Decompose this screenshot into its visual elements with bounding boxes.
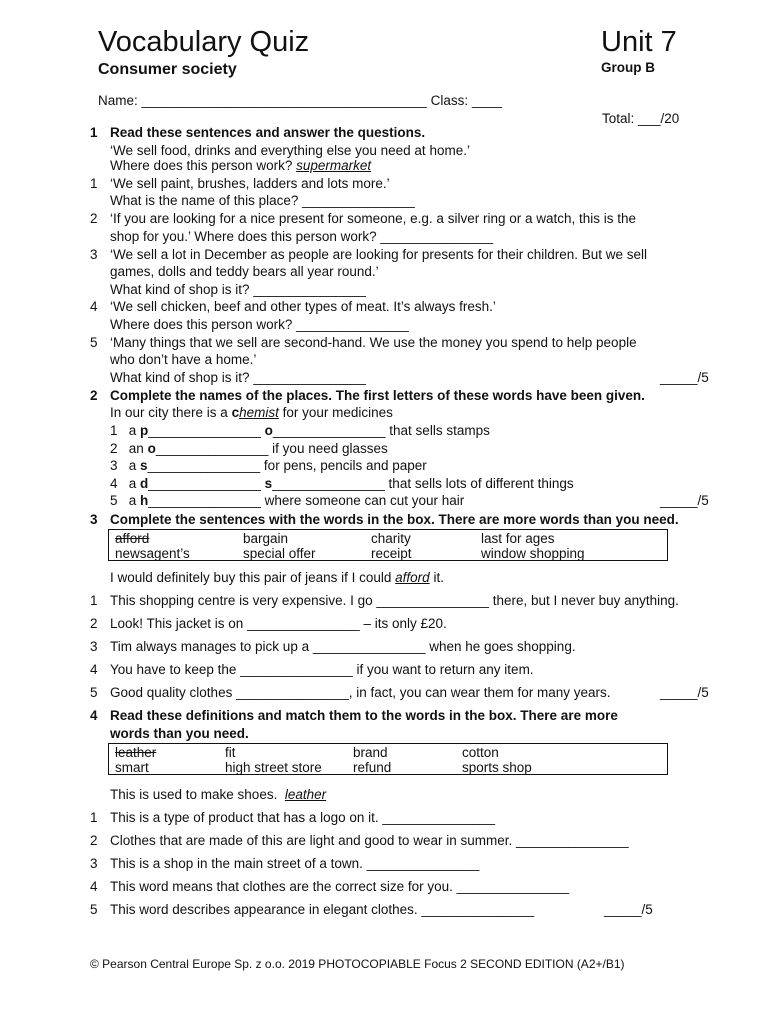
item-number: 4 (90, 879, 98, 894)
list-item (110, 475, 574, 493)
item-line: ‘Many things that we sell are second-hand. We use the money you spend to help people (110, 335, 637, 350)
item-text: _______________ that sells lots of different things (272, 476, 574, 491)
footer-copyright: © Pearson Central Europe Sp. z o.o. 2019 PHOTOCOPIABLE Focus 2 SECOND EDITION (A2+/B1) (90, 957, 625, 971)
item-number: 4 (90, 662, 98, 677)
given-letter: s (264, 476, 273, 491)
word-box-item: charity (371, 531, 411, 546)
item-line: Good quality clothes _______________, in fact, you can wear them for many years. (110, 685, 611, 700)
item-number: 5 (90, 335, 98, 350)
list-item (110, 440, 388, 458)
example-answer: afford (395, 570, 430, 585)
list-item (110, 422, 490, 440)
item-line: What kind of shop is it? _______________ (110, 370, 366, 385)
word-box-item: brand (353, 745, 388, 760)
item-text: a (128, 423, 141, 438)
name-class-line: Name: ______________________________________ Class: ____ (98, 93, 502, 108)
item-number: 2 (90, 211, 98, 226)
word-box (108, 529, 668, 561)
subtitle: Consumer society (98, 61, 237, 78)
section-instruction: Read these sentences and answer the questions. (110, 125, 426, 140)
group-label: Group B (601, 60, 655, 75)
item-number: 1 (90, 176, 98, 191)
item-number: 4 (90, 299, 98, 314)
example-line (110, 569, 444, 587)
item-line: What is the name of this place? _______________ (110, 193, 415, 208)
section-instruction: Complete the names of the places. The first letters of these words have been given. (110, 388, 645, 403)
total-score: Total: ___/20 (602, 111, 680, 126)
section-instruction: Read these definitions and match them to the words in the box. There are more (110, 708, 618, 723)
item-line: who don’t have a home.’ (110, 352, 257, 367)
item-line: This word means that clothes are the correct size for you. _______________ (110, 879, 570, 894)
item-line: Clothes that are made of this are light and good to wear in summer. _______________ (110, 833, 629, 848)
item-line: ‘If you are looking for a nice present for someone, e.g. a silver ring or a watch, this is the (110, 211, 637, 226)
word-box-item: afford (115, 531, 150, 546)
given-letter: c (231, 405, 240, 420)
item-line: ‘We sell a lot in December as people are looking for presents for their children. But we sell (110, 247, 648, 262)
example-line: ‘We sell food, drinks and everything else you need at home.’ (110, 143, 470, 158)
given-letter: s (140, 458, 148, 473)
given-letter: d (140, 476, 149, 491)
item-line: shop for you.’ Where does this person work? _______________ (110, 229, 494, 244)
word-box-item: window shopping (481, 546, 585, 561)
example-answer: leather (284, 787, 327, 802)
item-line: What kind of shop is it? _______________ (110, 282, 366, 297)
item-text: _______________ (148, 476, 265, 491)
item-text: _______________ for pens, pencils and paper (147, 458, 427, 473)
section-number: 3 (90, 512, 98, 527)
example-text: This is used to make shoes. (110, 787, 278, 802)
item-line: This is a shop in the main street of a town. _______________ (110, 856, 480, 871)
section-number: 1 (90, 125, 98, 140)
item-number: 2 (110, 441, 118, 456)
item-text: _______________ where someone can cut your hair (148, 493, 465, 508)
word-box-item: sports shop (462, 760, 532, 775)
item-line: You have to keep the _______________ if you want to return any item. (110, 662, 534, 677)
item-text: _______________ (148, 423, 265, 438)
item-number: 2 (90, 616, 98, 631)
word-box-item: bargain (243, 531, 289, 546)
item-line: Tim always manages to pick up a _______________ when he goes shopping. (110, 639, 576, 654)
given-letter: o (147, 441, 156, 456)
example-answer: hemist (239, 405, 279, 420)
word-box-item: cotton (462, 745, 499, 760)
item-line: ‘We sell paint, brushes, ladders and lots more.’ (110, 176, 390, 191)
section-score: _____/5 (604, 902, 653, 917)
item-text: a (128, 476, 141, 491)
item-number: 5 (90, 685, 98, 700)
word-box-item: refund (353, 760, 392, 775)
item-line: games, dolls and teddy bears all year round.’ (110, 264, 379, 279)
word-box-item: last for ages (481, 531, 555, 546)
item-number: 3 (110, 458, 118, 473)
example-line (110, 786, 326, 804)
item-number: 2 (90, 833, 98, 848)
word-box-item: high street store (225, 760, 322, 775)
item-line: Look! This jacket is on _______________ – its only £20. (110, 616, 447, 631)
given-letter: h (140, 493, 149, 508)
given-letter: p (140, 423, 149, 438)
page-title: Vocabulary Quiz (98, 26, 310, 58)
item-line: ‘We sell chicken, beef and other types of meat. It’s always fresh.’ (110, 299, 496, 314)
section-instruction: Complete the sentences with the words in the box. There are more words than you need. (110, 512, 679, 527)
example-text: it. (429, 570, 444, 585)
word-box-item: fit (225, 745, 236, 760)
item-number: 5 (90, 902, 98, 917)
example-line (110, 404, 393, 422)
example-text: for your medicines (278, 405, 393, 420)
section-instruction: words than you need. (110, 726, 249, 741)
word-box (108, 743, 668, 775)
given-letter: o (264, 423, 273, 438)
example-text: Where does this person work? (110, 158, 297, 173)
example-answer: supermarket (296, 158, 372, 173)
item-number: 3 (90, 247, 98, 262)
item-number: 3 (90, 856, 98, 871)
item-line: This is a type of product that has a logo on it. _______________ (110, 810, 496, 825)
item-number: 4 (110, 476, 118, 491)
item-text: a (128, 458, 141, 473)
item-text: an (128, 441, 148, 456)
word-box-item: receipt (371, 546, 412, 561)
example-text: I would definitely buy this pair of jeans if I could (110, 570, 396, 585)
section-number: 2 (90, 388, 98, 403)
word-box-item: newsagent’s (115, 546, 190, 561)
item-line: This shopping centre is very expensive. I go _______________ there, but I never buy anything. (110, 593, 679, 608)
section-score: _____/5 (660, 685, 709, 700)
item-number: 3 (90, 639, 98, 654)
item-number: 5 (110, 493, 118, 508)
section-score: _____/5 (660, 370, 709, 385)
item-text: a (128, 493, 141, 508)
item-number: 1 (90, 593, 98, 608)
item-text: _______________ if you need glasses (155, 441, 388, 456)
list-item (110, 492, 464, 510)
item-number: 1 (110, 423, 118, 438)
list-item (110, 457, 427, 475)
unit-label: Unit 7 (601, 26, 677, 58)
word-box-item: smart (115, 760, 149, 775)
word-box-item: special offer (243, 546, 316, 561)
item-line: This word describes appearance in elegant clothes. _______________ (110, 902, 535, 917)
example-question (110, 157, 371, 175)
example-text: In our city there is a (110, 405, 232, 420)
section-number: 4 (90, 708, 98, 723)
word-box-item: leather (115, 745, 157, 760)
item-text: _______________ that sells stamps (272, 423, 490, 438)
item-number: 1 (90, 810, 98, 825)
section-score: _____/5 (660, 493, 709, 508)
item-line: Where does this person work? _______________ (110, 317, 409, 332)
